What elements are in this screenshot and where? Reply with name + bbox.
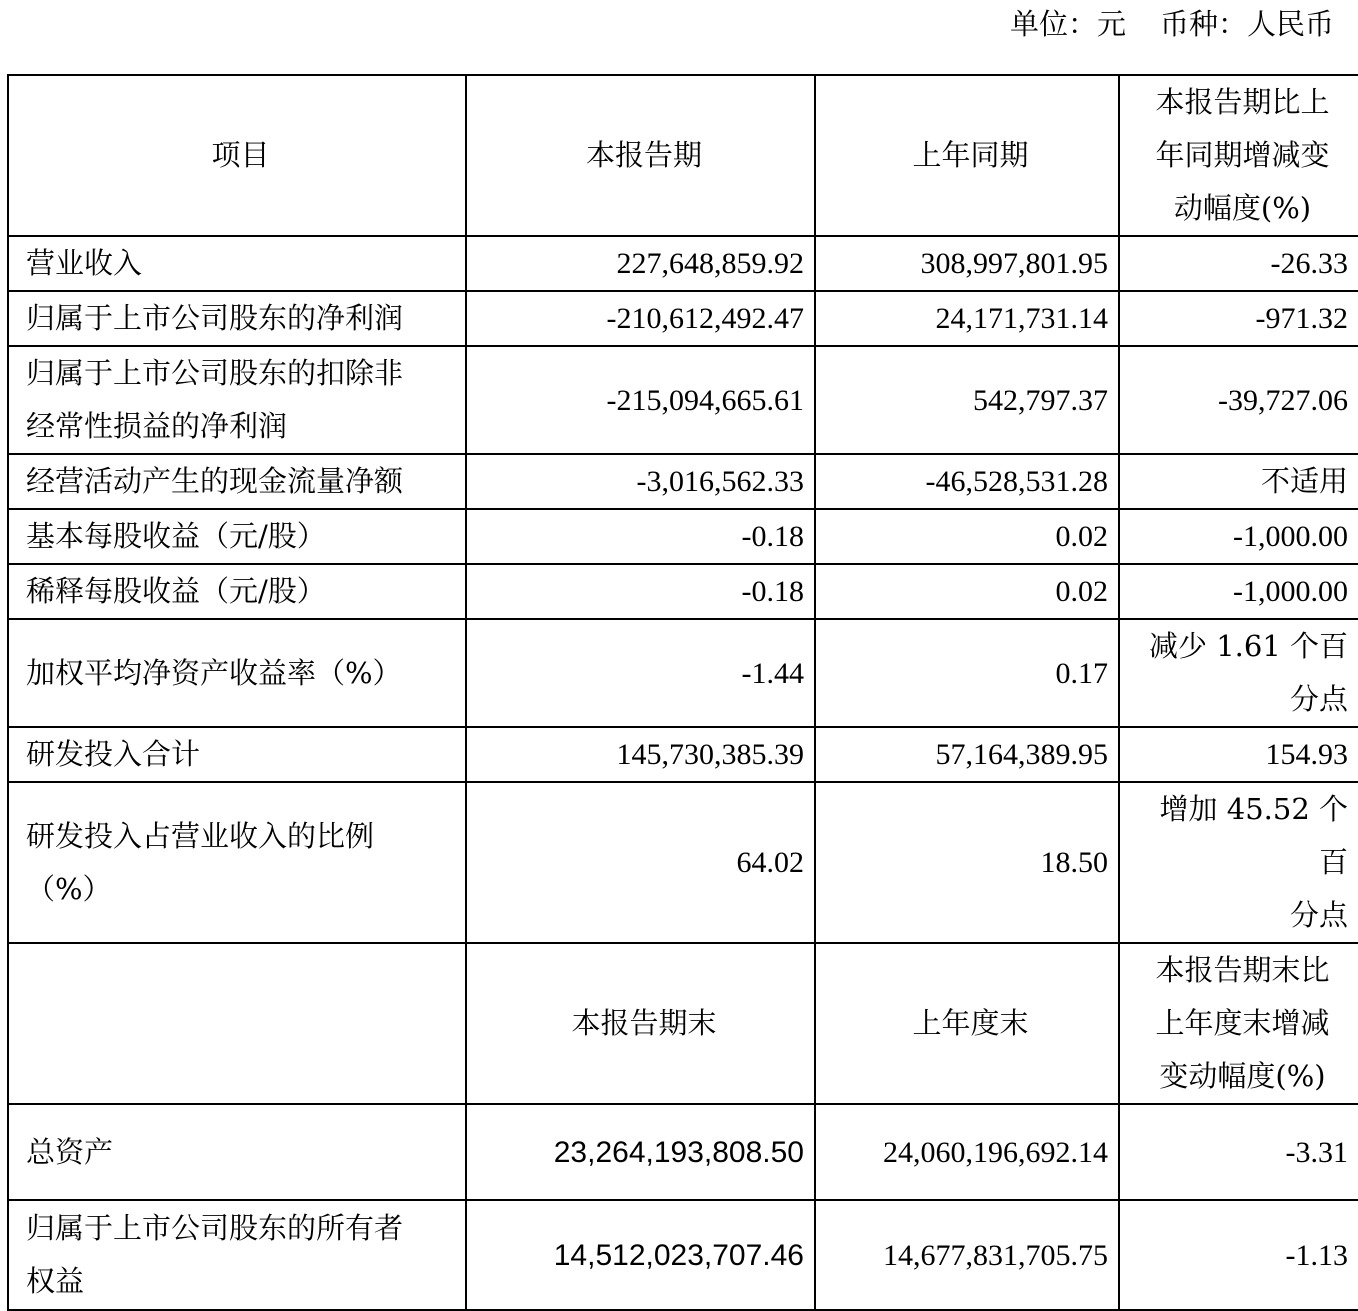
header2-current-period-end: 本报告期末 bbox=[466, 943, 815, 1104]
table-header-row bbox=[8, 75, 1358, 236]
row-current-value: -0.18 bbox=[466, 564, 815, 619]
row-prior-value: -46,528,531.28 bbox=[815, 454, 1119, 509]
row-prior-value: 18.50 bbox=[815, 782, 1119, 943]
row-label-line: 总资产 bbox=[26, 1134, 114, 1169]
row-prior-value: 57,164,389.95 bbox=[815, 727, 1119, 782]
row-label-line: 营业收入 bbox=[26, 246, 143, 280]
row-current-value: -0.18 bbox=[466, 509, 815, 564]
row-change-line: 增加 45.52 个百 bbox=[1159, 792, 1348, 879]
row-label bbox=[8, 346, 466, 454]
header-current-period: 本报告期 bbox=[466, 75, 815, 236]
row-change-value bbox=[1119, 346, 1358, 454]
row-current-value: -210,612,492.47 bbox=[466, 291, 815, 346]
row-change-value bbox=[1119, 727, 1358, 782]
header2-change-line: 变动幅度(%) bbox=[1159, 1059, 1326, 1093]
row-change-line: 154.93 bbox=[1265, 738, 1348, 771]
header2-prior-year-end: 上年度末 bbox=[815, 943, 1119, 1104]
row-change-line: -3.31 bbox=[1285, 1135, 1348, 1169]
row-change-line: -1.13 bbox=[1285, 1238, 1348, 1272]
row-label-line: 权益 bbox=[26, 1264, 85, 1298]
table-row bbox=[8, 236, 1358, 291]
row-label-line: 经常性损益的净利润 bbox=[26, 409, 288, 443]
row-label-line: 稀释每股收益（元/股） bbox=[26, 574, 326, 608]
row-prior-value: 24,060,196,692.14 bbox=[815, 1104, 1119, 1200]
table-header-row-period-end bbox=[8, 943, 1358, 1104]
row-change-value bbox=[1119, 619, 1358, 727]
unit-label: 单位：元 bbox=[1009, 7, 1126, 41]
header-change bbox=[1119, 75, 1358, 236]
row-label bbox=[8, 454, 466, 509]
row-prior-value: 14,677,831,705.75 bbox=[815, 1200, 1119, 1310]
table-row bbox=[8, 727, 1358, 782]
row-label-line: 基本每股收益（元/股） bbox=[26, 519, 326, 553]
row-change-value bbox=[1119, 454, 1358, 509]
row-prior-value: 24,171,731.14 bbox=[815, 291, 1119, 346]
row-change-value bbox=[1119, 236, 1358, 291]
row-change-line: -1,000.00 bbox=[1233, 575, 1348, 608]
header-item: 项目 bbox=[8, 75, 466, 236]
header2-change-line: 本报告期末比 bbox=[1155, 953, 1330, 987]
row-current-value: 14,512,023,707.46 bbox=[466, 1200, 815, 1310]
row-change-value bbox=[1119, 1104, 1358, 1200]
header-change-line: 本报告期比上 bbox=[1155, 85, 1330, 119]
row-label-line: 归属于上市公司股东的所有者 bbox=[26, 1211, 404, 1245]
row-label-line: 归属于上市公司股东的扣除非 bbox=[26, 356, 404, 390]
row-change-line: -39,727.06 bbox=[1218, 383, 1348, 417]
row-change-value bbox=[1119, 291, 1358, 346]
header-change-line: 年同期增减变 bbox=[1155, 138, 1330, 172]
table-row bbox=[8, 782, 1358, 943]
row-change-line: 分点 bbox=[1289, 898, 1348, 932]
table-row bbox=[8, 291, 1358, 346]
row-label bbox=[8, 619, 466, 727]
row-current-value: 64.02 bbox=[466, 782, 815, 943]
row-label bbox=[8, 236, 466, 291]
row-change-value bbox=[1119, 782, 1358, 943]
table-row bbox=[8, 1200, 1358, 1310]
row-label-line: 归属于上市公司股东的净利润 bbox=[26, 301, 404, 335]
table-row bbox=[8, 346, 1358, 454]
row-change-line: -26.33 bbox=[1270, 247, 1348, 280]
row-label bbox=[8, 291, 466, 346]
table-row bbox=[8, 1104, 1358, 1200]
header-change-line: 动幅度(%) bbox=[1173, 191, 1312, 225]
row-prior-value: 0.17 bbox=[815, 619, 1119, 727]
header2-change bbox=[1119, 943, 1358, 1104]
table-row bbox=[8, 619, 1358, 727]
row-label-line: 加权平均净资产收益率（%） bbox=[26, 655, 402, 690]
row-current-value: 145,730,385.39 bbox=[466, 727, 815, 782]
row-change-line: 分点 bbox=[1289, 682, 1348, 716]
row-current-value: -1.44 bbox=[466, 619, 815, 727]
row-label bbox=[8, 727, 466, 782]
row-label bbox=[8, 564, 466, 619]
row-label-line: 经营活动产生的现金流量净额 bbox=[26, 464, 404, 498]
header2-change-line: 上年度末增减 bbox=[1155, 1006, 1330, 1040]
financial-summary-table bbox=[7, 74, 1358, 1311]
row-change-line: 减少 1.61 个百 bbox=[1148, 629, 1348, 663]
row-label-line: 研发投入占营业收入的比例 bbox=[26, 818, 375, 853]
row-change-line: -1,000.00 bbox=[1233, 520, 1348, 553]
currency-label: 币种：人民币 bbox=[1159, 7, 1334, 41]
row-current-value: -215,094,665.61 bbox=[466, 346, 815, 454]
row-current-value: 23,264,193,808.50 bbox=[466, 1104, 815, 1200]
row-change-value bbox=[1119, 1200, 1358, 1310]
row-prior-value: 542,797.37 bbox=[815, 346, 1119, 454]
row-label bbox=[8, 1200, 466, 1310]
unit-line bbox=[1010, 4, 1334, 44]
row-current-value: 227,648,859.92 bbox=[466, 236, 815, 291]
table-row bbox=[8, 454, 1358, 509]
row-change-value bbox=[1119, 509, 1358, 564]
row-prior-value: 0.02 bbox=[815, 564, 1119, 619]
row-change-line: -971.32 bbox=[1255, 302, 1348, 335]
row-label bbox=[8, 509, 466, 564]
row-prior-value: 308,997,801.95 bbox=[815, 236, 1119, 291]
row-label-line: 研发投入合计 bbox=[26, 737, 201, 771]
row-change-value bbox=[1119, 564, 1358, 619]
table-row bbox=[8, 509, 1358, 564]
row-change-line: 不适用 bbox=[1260, 464, 1348, 498]
table-row bbox=[8, 564, 1358, 619]
row-label-line: （%） bbox=[26, 871, 112, 906]
row-label bbox=[8, 782, 466, 943]
header2-item bbox=[8, 943, 466, 1104]
header-prior-period: 上年同期 bbox=[815, 75, 1119, 236]
row-prior-value: 0.02 bbox=[815, 509, 1119, 564]
row-label bbox=[8, 1104, 466, 1200]
row-current-value: -3,016,562.33 bbox=[466, 454, 815, 509]
